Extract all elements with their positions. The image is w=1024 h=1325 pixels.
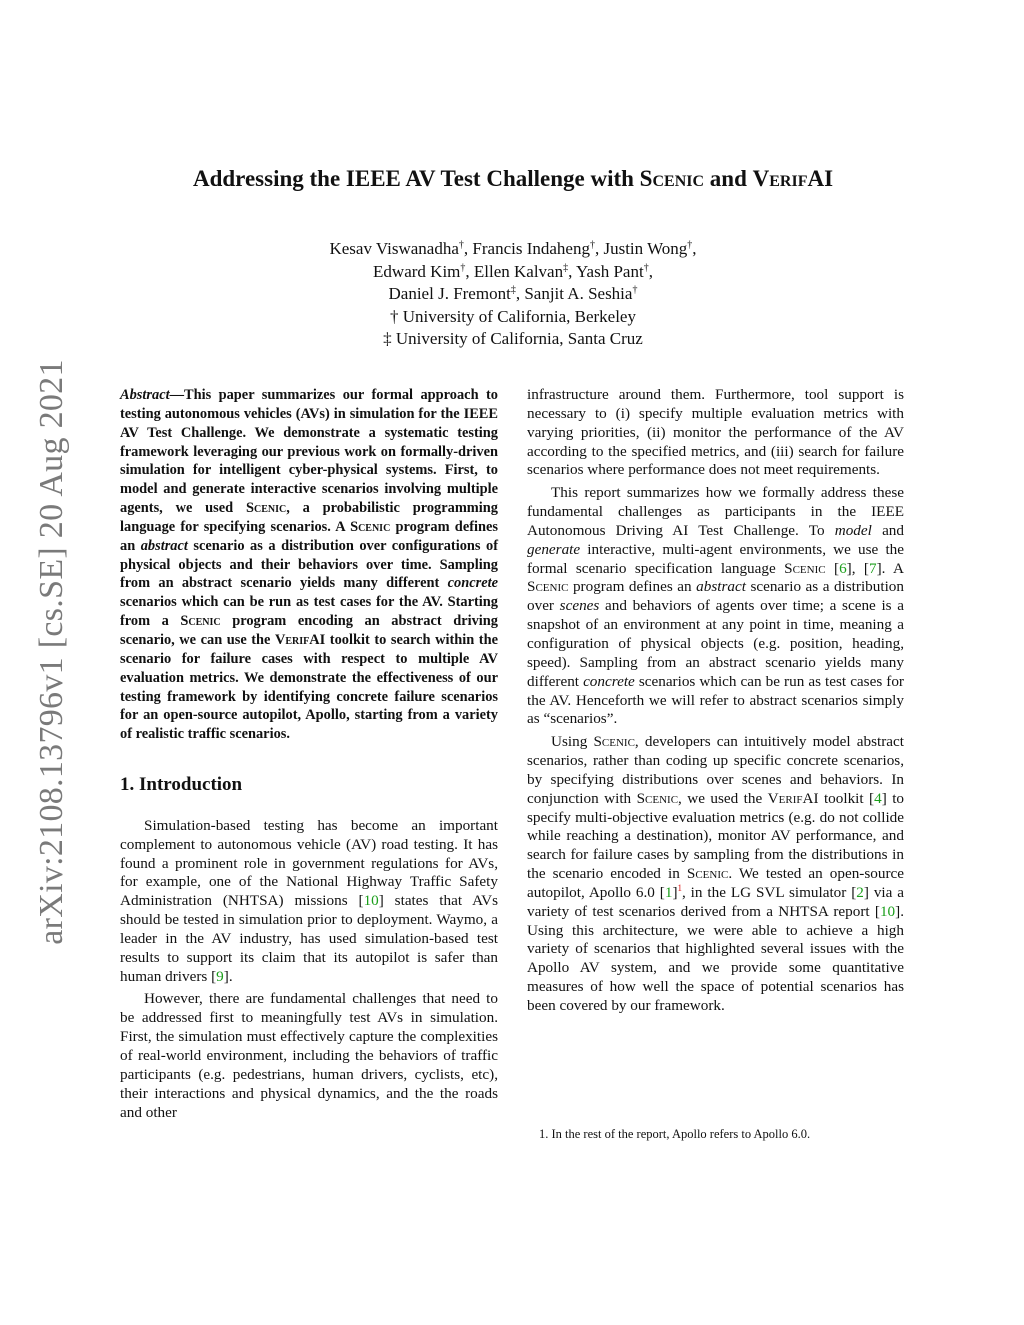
intro-paragraph-1: Simulation-based testing has become an important complement to autonomous vehicle (AV) road testing. It has found a prominent role in government regulations for AVs, for example, one of the National Highway Traffic Safety Administration (NHTSA) missions [10] states that AVs should be tested in simulation prior to deployment. Waymo, a leader in the AV industry, has used simulation-based test results to support its claim that its autopilot is safer than human drivers [9].: [120, 816, 498, 985]
footnote: 1. In the rest of the report, Apollo refers to Apollo 6.0.: [539, 1127, 811, 1141]
affiliation-berkeley: † University of California, Berkeley: [390, 306, 636, 326]
affiliation-santa-cruz: ‡ University of California, Santa Cruz: [383, 329, 643, 348]
intro-paragraph-2: However, there are fundamental challenges that need to be addressed first to meaningfully test AVs in simulation. First, the simulation must effectively capture the complexities of real-world environment, including the behaviors of traffic participants (e.g. pedestrians, human drivers, cyclists, etc), their interactions and physical dynamics, and the the roads and other: [120, 990, 498, 1121]
intro-paragraph-4: Using Scenic, developers can intuitively model abstract scenarios, rather than coding up specific concrete scenarios, by specifying distributions over scenes and behaviors. In conjunction with Scenic, we used the VerifAI toolkit [4] to specify multi-objective evaluation metrics (e.g. do not collide while reaching a destination), monitor AV performance, and search for failure cases by sampling from the distributions in the scenario encoded in Scenic. We tested an open-source autopilot, Apollo 6.0 [1]$^1$, in the LG SVL simulator [2] via a variety of test scenarios derived from a NHTSA report [10]. Using this architecture, we were able to achieve a high variety of scenarios that highlighted several issues with the Apollo AV system, and we provide some quantitative measures of how well the space of potential scenarios has been covered by our framework.: [527, 733, 905, 1014]
abstract: Abstract—This paper summarizes our formal approach to testing autonomous vehicles (AVs) in simulation for the IEEE AV Test Challenge. We demonstrate a systematic testing framework leveraging our previous work on formally-driven simulation for intelligent cyber-physical systems. First, to model and generate interactive scenarios involving multiple agents, we used Scenic, a probabilistic programming language for specifying scenarios. A Scenic program defines an abstract scenario as a distribution over configurations of physical objects and their behaviors over time. Sampling from an abstract scenario yields many different concrete scenarios which can be run as test cases for the AV. Starting from a Scenic program encoding an abstract driving scenario, we can use the VerifAI toolkit to search within the scenario for failure cases with respect to multiple AV evaluation metrics. We demonstrate the effectiveness of our testing framework by identifying concrete failure scenarios for an open-source autopilot, Apollo, starting from a variety of realistic traffic scenarios.: [120, 387, 499, 743]
citation-link[interactable]: 7: [868, 559, 877, 577]
author-line-2: Edward Kim†, Ellen Kalvan‡, Yash Pant†,: [373, 261, 653, 281]
citation-link[interactable]: 9: [216, 967, 224, 985]
intro-paragraph-3: This report summarizes how we formally address these fundamental challenges as participants in the IEEE Autonomous Driving AI Test Challenge. To model and generate interactive, multi-agent environments, we use the formal scenario specification language Scenic [6], [7]. A Scenic program defines an abstract scenario as a distribution over scenes and behaviors of agents over time; a scene is a snapshot of an environment at any point in time, meaning a configuration of physical objects (e.g. position, heading, speed). Sampling from an abstract scenario yields many different concrete scenarios which can be run as test cases for the AV. Henceforth we will refer to abstract scenarios simply as “scenarios”.: [527, 484, 904, 728]
citation-link[interactable]: 10: [363, 892, 379, 910]
citation-link[interactable]: 4: [874, 789, 882, 807]
section-heading-introduction: 1. Introduction: [120, 774, 243, 796]
paper-title: Addressing the IEEE AV Test Challenge with Scenic and VerifAI: [192, 166, 834, 191]
author-block: [120, 238, 906, 351]
author-line-3: Daniel J. Fremont‡, Sanjit A. Seshia†: [388, 284, 638, 303]
citation-link[interactable]: 6: [839, 559, 847, 577]
arxiv-id-text: arXiv:2108.13796v1 [cs.SE] 20 Aug 2021: [33, 359, 70, 945]
arxiv-identifier: [30, 359, 74, 945]
right-column: [527, 386, 904, 1020]
footnote-ref-link[interactable]: 1: [677, 882, 682, 893]
citation-link[interactable]: 10: [879, 902, 896, 920]
citation-link[interactable]: 1: [664, 883, 673, 901]
intro-paragraph-2-continued: infrastructure around them. Furthermore, tool support is necessary to (i) specify multiple evaluation metrics with varying priorities, (ii) monitor the performance of the AV according to the specified metrics, and (iii) search for failure scenarios where performance does not meet requirements.: [527, 386, 904, 479]
author-line-1: Kesav Viswanadha†, Francis Indaheng†, Justin Wong†,: [329, 239, 697, 258]
citation-link[interactable]: 2: [856, 883, 864, 901]
left-column: [120, 386, 498, 1126]
